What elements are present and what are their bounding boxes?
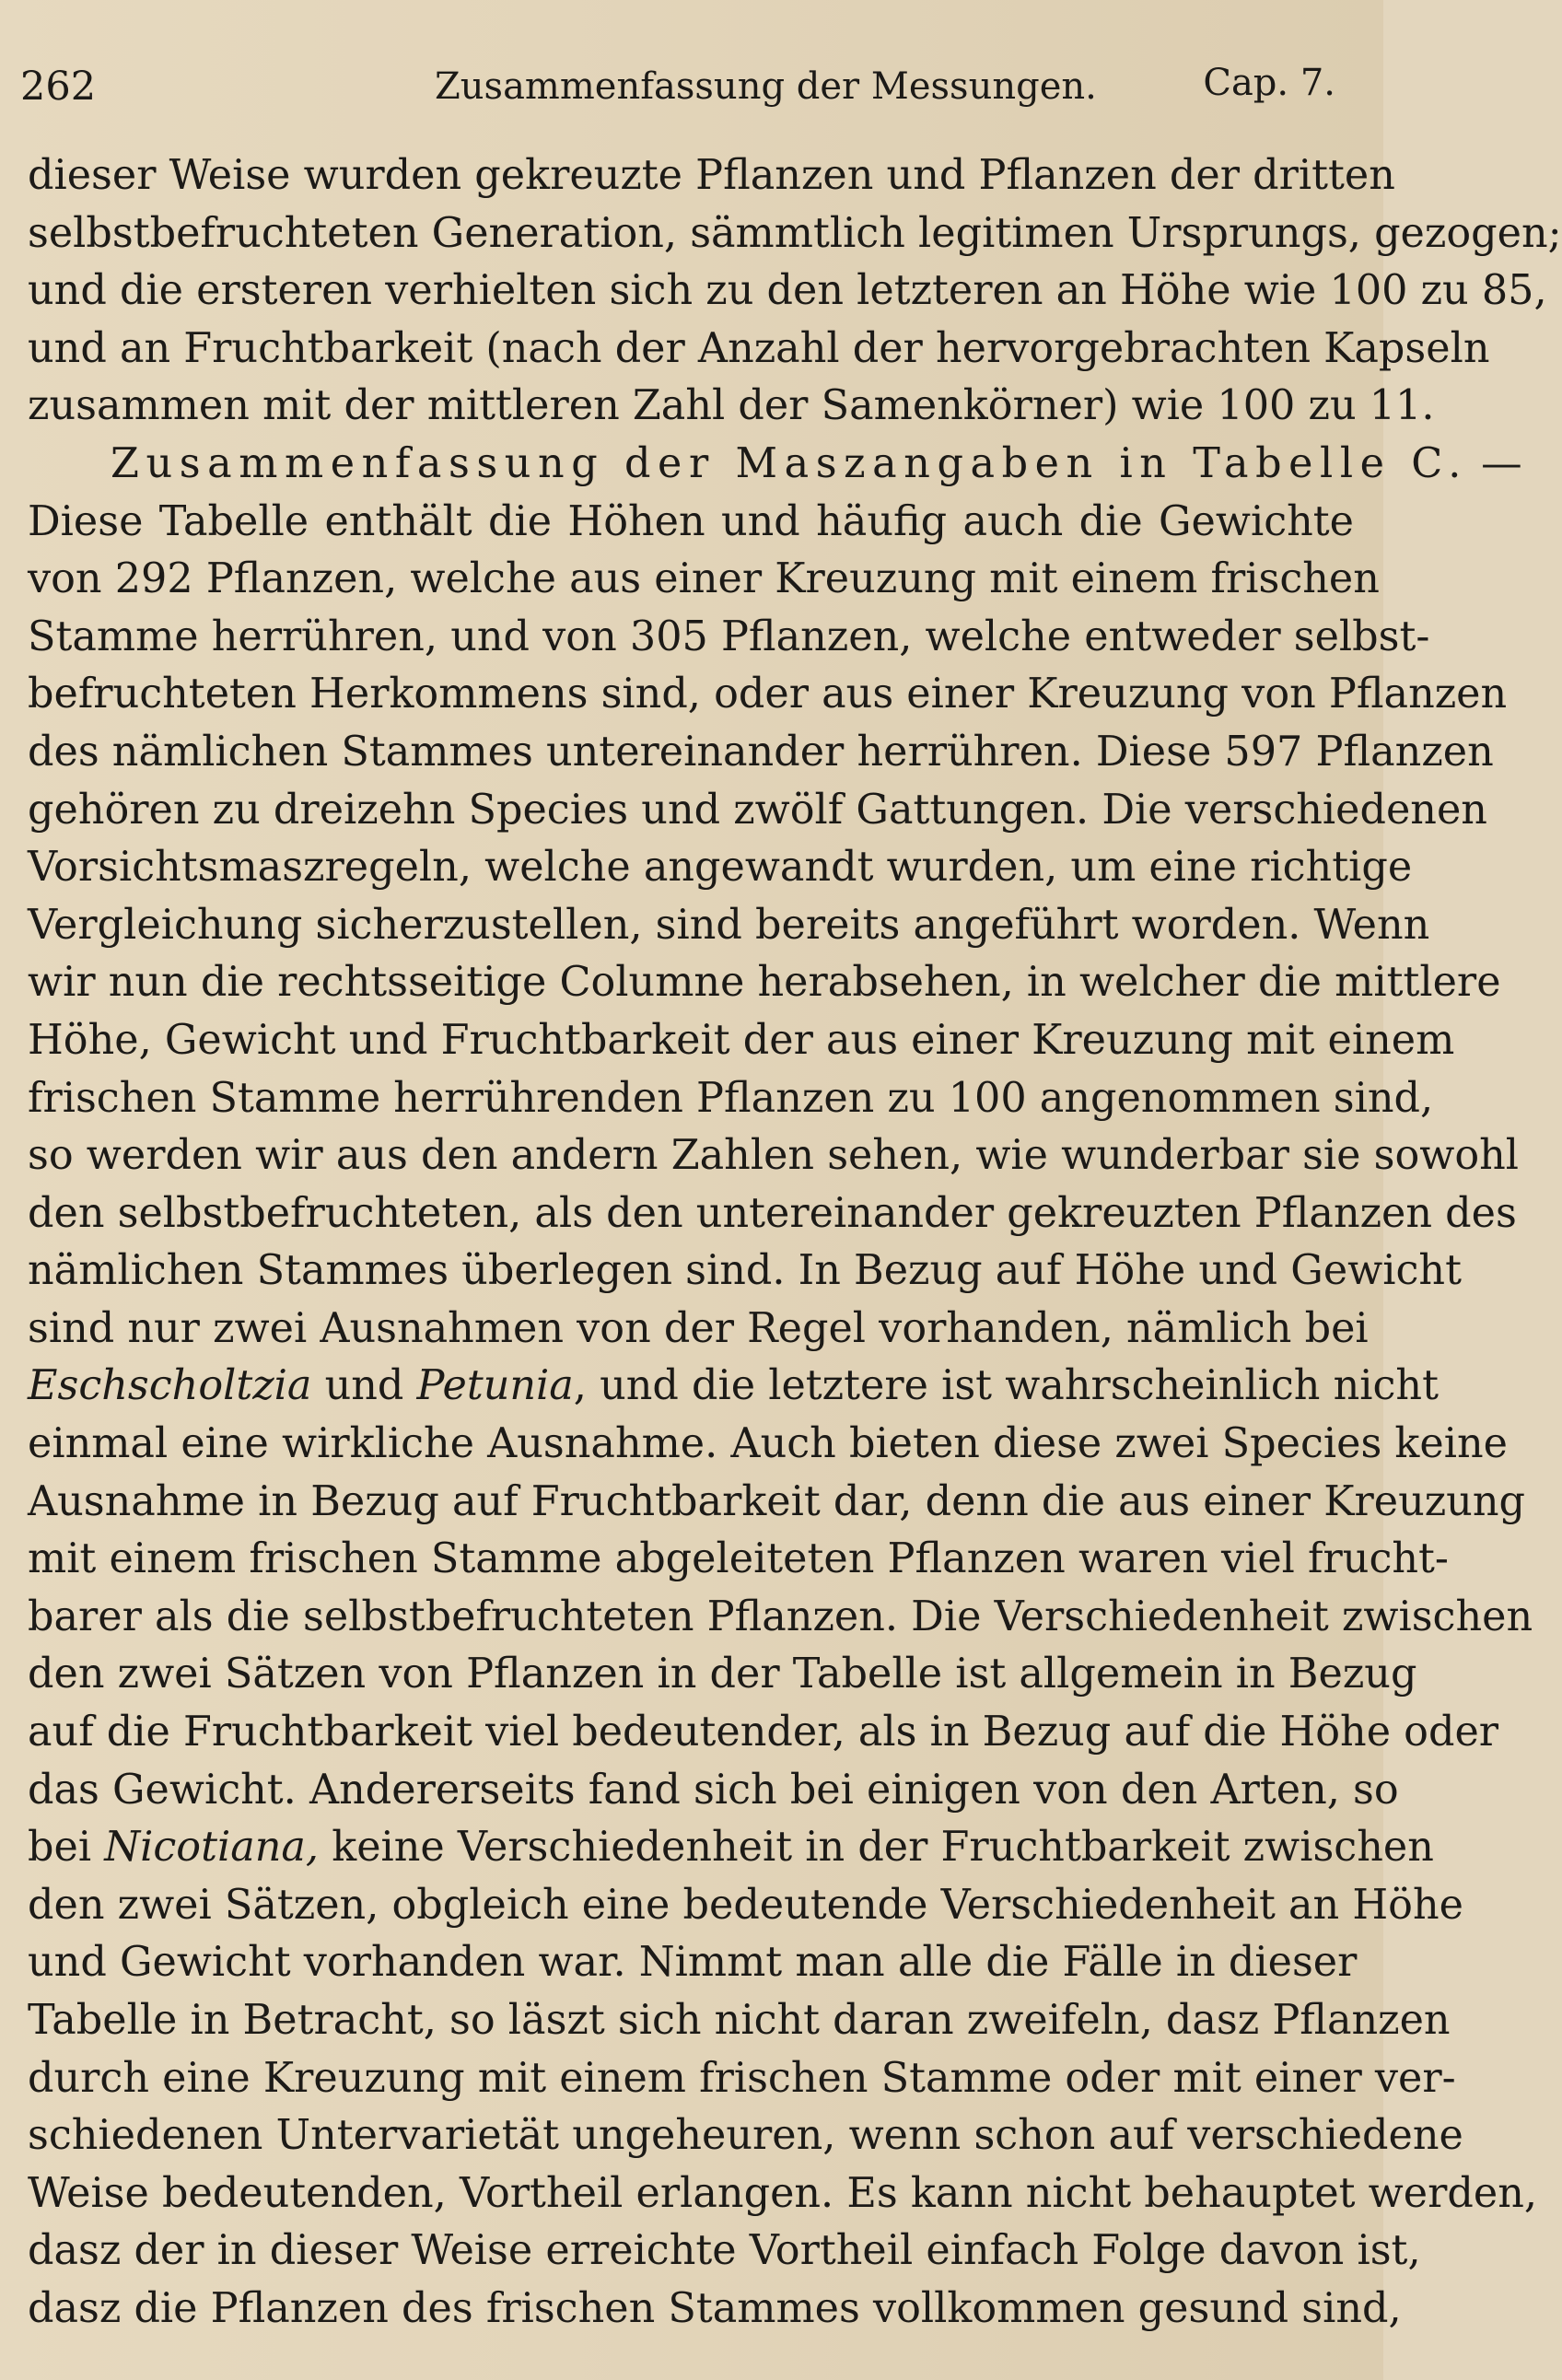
text-line [28, 494, 1354, 552]
text-line [28, 1531, 1449, 1589]
text-segment: und an Fruchtbarkeit (nach der Anzahl der hervorgebrachten Kapseln [28, 324, 1490, 372]
text-segment: das Gewicht. Andererseits fand sich bei einigen von den Arten, so [28, 1766, 1399, 1814]
text-segment: keine Verschiedenheit in der Fruchtbarkeit zwischen [319, 1824, 1434, 1872]
text-line [28, 436, 1522, 494]
text-segment: nämlichen Stammes überlegen sind. In Bezug auf Höhe und Gewicht [28, 1247, 1462, 1295]
text-line [28, 2222, 1421, 2281]
text-segment: auf die Fruchtbarkeit viel bedeutender, als in Bezug auf die Höhe oder [28, 1709, 1499, 1756]
text-line [28, 205, 1562, 263]
body-text [28, 147, 1562, 2339]
text-line [28, 724, 1494, 782]
italic-term: Petunia [416, 1362, 574, 1410]
text-segment: Vergleichung sicherzustellen, sind bereits angeführt worden. Wenn [28, 901, 1430, 949]
chapter-label: Cap. 7. [1203, 62, 1335, 104]
text-segment: so werden wir aus den andern Zahlen sehen, wie wunderbar sie sowohl [28, 1132, 1520, 1180]
text-line [28, 262, 1547, 321]
text-segment: wir nun die rechtsseitige Columne herabsehen, in welcher die mittlere [28, 959, 1501, 1007]
text-line [28, 1934, 1358, 1992]
text-segment: frischen Stamme herrührenden Pflanzen zu 100 angenommen sind, [28, 1074, 1434, 1122]
text-line [28, 1301, 1369, 1359]
text-line [28, 666, 1508, 724]
text-line [28, 782, 1487, 840]
page-header [20, 59, 1335, 114]
text-segment: einmal eine wirkliche Ausnahme. Auch bieten diese zwei Species keine [28, 1420, 1508, 1468]
text-segment: Stamme herrühren, und von 305 Pflanzen, welche entweder selbst- [28, 612, 1430, 660]
text-segment: schiedenen Untervarietät ungeheuren, wenn schon auf verschiedene [28, 2112, 1463, 2160]
text-line [28, 1762, 1399, 1820]
text-segment: befruchteten Herkommens sind, oder aus einer Kreuzung von Pflanzen [28, 671, 1508, 718]
text-segment: , und die letztere ist wahrscheinlich nicht [573, 1362, 1439, 1410]
text-line [28, 609, 1430, 667]
text-segment: dieser Weise wurden gekreuzte Pflanzen und Pflanzen der dritten [28, 152, 1395, 199]
text-segment: Höhe, Gewicht und Fruchtbarkeit der aus einer Kreuzung mit einem [28, 1016, 1455, 1064]
text-line [28, 1127, 1520, 1185]
text-line [28, 1992, 1451, 2050]
text-segment: Vorsichtsmaszregeln, welche angewandt wurden, um eine richtige [28, 844, 1413, 892]
italic-term: Eschscholtzia [28, 1362, 312, 1410]
text-line [28, 1819, 1434, 1877]
text-segment: zusammen mit der mittleren Zahl der Samenkörner) wie 100 zu 11. [28, 382, 1435, 430]
text-line [28, 1877, 1463, 1935]
text-line [28, 2050, 1456, 2108]
page-number: 262 [20, 64, 97, 110]
text-segment: Weise bedeutenden, Vortheil erlangen. Es kann nicht behauptet werden, [28, 2169, 1538, 2217]
text-segment: dasz der in dieser Weise erreichte Vortheil einfach Folge davon ist, [28, 2227, 1421, 2275]
text-line [28, 1185, 1517, 1243]
text-segment: den selbstbefruchteten, als den untereinander gekreuzten Pflanzen des [28, 1189, 1517, 1237]
text-segment: durch eine Kreuzung mit einem frischen Stamme oder mit einer ver- [28, 2054, 1456, 2102]
text-line [28, 1070, 1434, 1128]
text-line [28, 1012, 1455, 1070]
text-line [28, 2107, 1463, 2165]
text-line [28, 839, 1413, 897]
text-line [28, 2281, 1402, 2339]
text-segment: und die ersteren verhielten sich zu den letzteren an Höhe wie 100 zu 85, [28, 267, 1547, 315]
text-segment: mit einem frischen Stamme abgeleiteten Pflanzen waren viel frucht- [28, 1535, 1449, 1583]
text-line [28, 321, 1490, 379]
text-line [28, 1416, 1508, 1474]
text-segment: gehören zu dreizehn Species und zwölf Gattungen. Die verschiedenen [28, 786, 1487, 834]
text-segment: Diese Tabelle enthält die Höhen und häufig auch die Gewichte [28, 497, 1354, 545]
text-segment: Ausnahme in Bezug auf Fruchtbarkeit dar, denn die aus einer Kreuzung [28, 1477, 1525, 1525]
running-title: Zusammenfassung der Messungen. [435, 65, 1097, 108]
text-segment: und Gewicht vorhanden war. Nimmt man alle die Fälle in dieser [28, 1939, 1358, 1987]
text-segment: den zwei Sätzen, obgleich eine bedeutende Verschiedenheit an Höhe [28, 1881, 1463, 1929]
text-line [28, 147, 1395, 205]
section-heading: Zusammenfassung der Maszangaben in Tabelle C. [111, 439, 1469, 487]
italic-term: Nicotiana, [104, 1824, 320, 1872]
text-line [28, 954, 1501, 1012]
text-segment: selbstbefruchteten Generation, sämmtlich legitimen Ursprungs, gezogen; [28, 209, 1562, 257]
text-segment: bei [28, 1824, 105, 1872]
text-line [28, 378, 1435, 436]
text-segment: von 292 Pflanzen, welche aus einer Kreuzung mit einem frischen [28, 555, 1380, 603]
text-line [28, 1242, 1462, 1301]
text-segment: barer als die selbstbefruchteten Pflanzen. Die Verschiedenheit zwischen [28, 1592, 1533, 1640]
text-line [28, 1704, 1499, 1762]
text-segment: — [1468, 439, 1522, 487]
text-line [28, 551, 1380, 609]
text-line [28, 897, 1430, 955]
text-segment: den zwei Sätzen von Pflanzen in der Tabelle ist allgemein in Bezug [28, 1651, 1417, 1698]
text-segment: und [311, 1362, 417, 1410]
text-line [28, 2165, 1538, 2223]
text-line [28, 1474, 1525, 1532]
text-segment: dasz die Pflanzen des frischen Stammes vollkommen gesund sind, [28, 2284, 1402, 2332]
text-line [28, 1358, 1439, 1416]
text-segment: des nämlichen Stammes untereinander herrühren. Diese 597 Pflanzen [28, 728, 1494, 776]
text-line [28, 1646, 1417, 1704]
text-line [28, 1589, 1533, 1647]
text-segment: sind nur zwei Ausnahmen von der Regel vorhanden, nämlich bei [28, 1304, 1369, 1352]
text-segment: Tabelle in Betracht, so läszt sich nicht daran zweifeln, dasz Pflanzen [28, 1997, 1451, 2044]
